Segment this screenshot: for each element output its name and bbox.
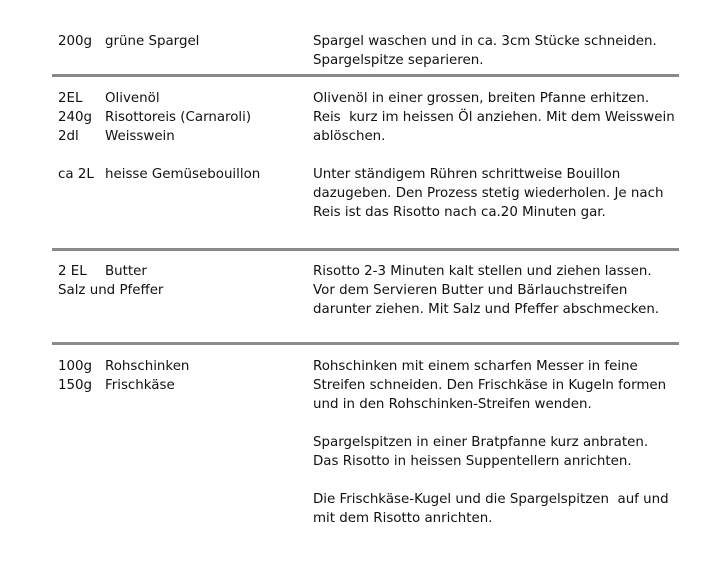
step-text: Spargel waschen und in ca. 3cm Stücke schneiden.	[313, 34, 657, 49]
step-text: Olivenöl in einer grossen, breiten Pfanne erhitzen.	[313, 91, 650, 106]
step-text: ablöschen.	[313, 129, 386, 144]
step-text: und in den Rohschinken-Streifen wenden.	[313, 397, 592, 412]
ingredient-name: Salz und Pfeffer	[58, 283, 164, 298]
step-text: dazugeben. Den Prozess stetig wiederholen. Je nach	[313, 186, 664, 201]
ingredient-quantity: 150g	[58, 378, 93, 393]
ingredient-quantity: 2dl	[58, 129, 79, 144]
step-text: Rohschinken mit einem scharfen Messer in feine	[313, 359, 638, 374]
ingredient-name: Butter	[105, 264, 147, 279]
ingredient-quantity: 2EL	[58, 91, 83, 106]
ingredient-name: heisse Gemüsebouillon	[105, 167, 261, 182]
ingredient-quantity: ca 2L	[58, 167, 94, 182]
ingredient-name: Weisswein	[105, 129, 175, 144]
ingredient-quantity: 200g	[58, 34, 93, 49]
step-text: Reis ist das Risotto nach ca.20 Minuten gar.	[313, 205, 606, 220]
step-text: Spargelspitzen in einer Bratpfanne kurz anbraten.	[313, 435, 649, 450]
step-text: darunter ziehen. Mit Salz und Pfeffer abschmecken.	[313, 302, 660, 317]
ingredient-name: Frischkäse	[105, 378, 175, 393]
ingredient-name: Risottoreis (Carnaroli)	[105, 110, 252, 125]
section-divider	[52, 248, 679, 251]
section-divider	[52, 74, 679, 77]
section-divider	[52, 342, 679, 345]
ingredient-name: grüne Spargel	[105, 34, 200, 49]
step-text: Das Risotto in heissen Suppentellern anrichten.	[313, 454, 632, 469]
ingredient-name: Olivenöl	[105, 91, 160, 106]
step-text: Reis kurz im heissen Öl anziehen. Mit dem Weisswein	[313, 110, 675, 125]
step-text: Unter ständigem Rühren schrittweise Bouillon	[313, 167, 621, 182]
step-text: Streifen schneiden. Den Frischkäse in Kugeln formen	[313, 378, 667, 393]
step-text: Risotto 2-3 Minuten kalt stellen und ziehen lassen.	[313, 264, 652, 279]
step-text: Die Frischkäse-Kugel und die Spargelspitzen auf und	[313, 492, 669, 507]
ingredient-name: Rohschinken	[105, 359, 190, 374]
step-text: Spargelspitze separieren.	[313, 53, 484, 68]
ingredient-quantity: 240g	[58, 110, 93, 125]
step-text: mit dem Risotto anrichten.	[313, 511, 493, 526]
ingredient-quantity: 2 EL	[58, 264, 87, 279]
step-text: Vor dem Servieren Butter und Bärlauchstreifen	[313, 283, 628, 298]
ingredient-quantity: 100g	[58, 359, 93, 374]
